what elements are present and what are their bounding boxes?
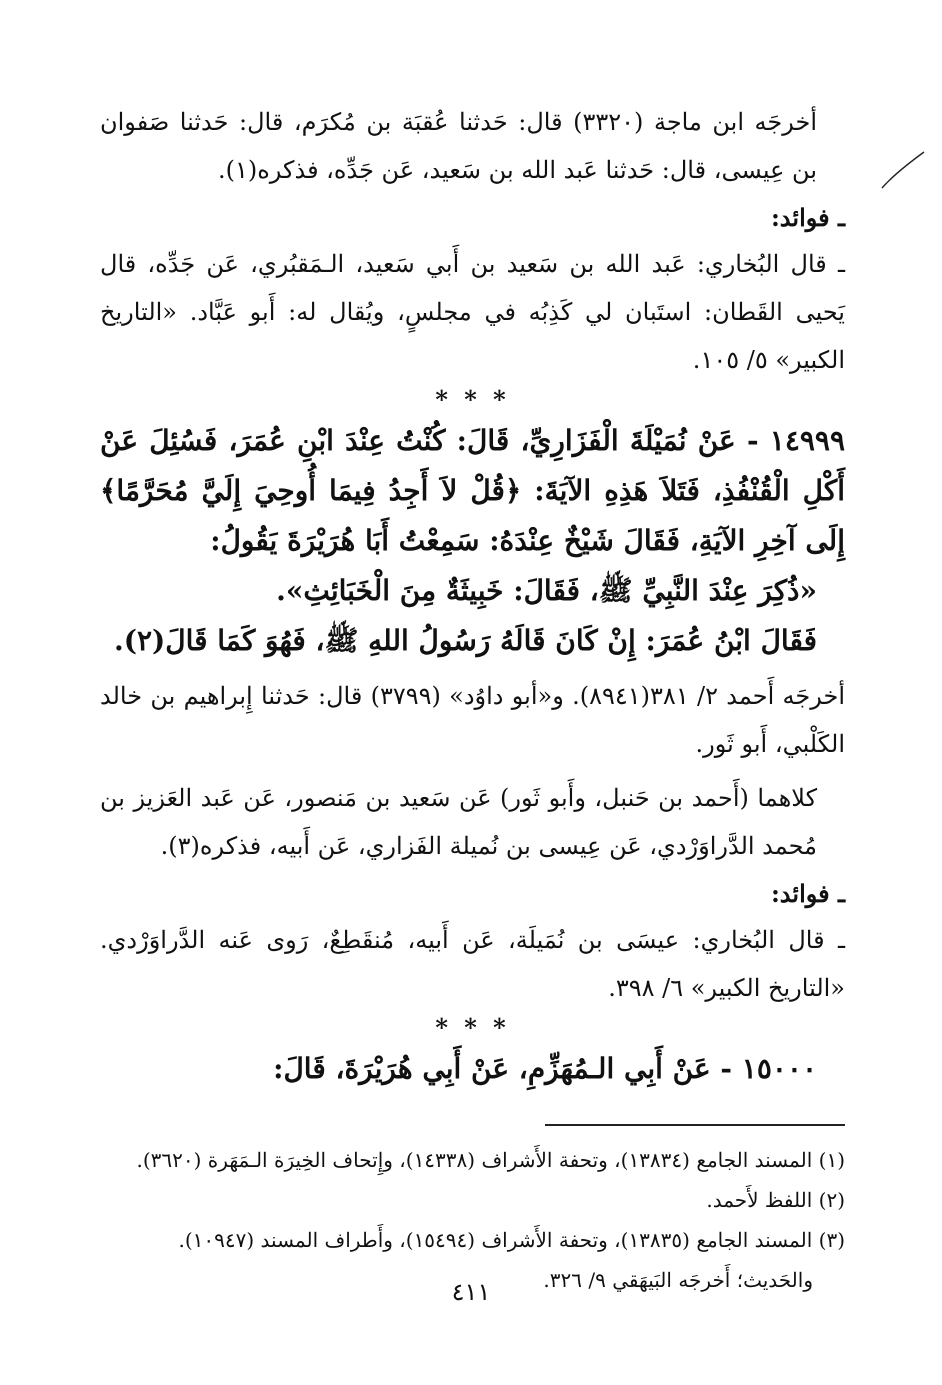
hadith-ibn-umar: فَقَالَ ابْنُ عُمَرَ: إِنْ كَانَ قَالَهُ رَسُولُ اللهِ ﷺ، فَهُوَ كَمَا قَالَ(٢). (113, 624, 817, 657)
fawaid-paragraph: ـ قال البُخاري: عَبد الله بن سَعيد بن أَبي سَعيد، الـمَقبُري، عَن جَدِّه، قال يَحيى القَطان: استَبان لي كَذِبُه في مجلسٍ، ويُقال له: أَبو عَبَّاد. «التاريخ الكبير» ٥/ ١٠٥. (100, 250, 846, 374)
fawaid-heading: ـ فوائد: (770, 203, 845, 232)
takhrij-paragraph: أخرجَه ابن ماجة (٣٣٢٠) قال: حَدثنا عُقبَة بن مُكرَم، قال: حَدثنا صَفوان بن عِيسى، قال: حَدثنا عَبد الله بن سَعيد، عَن جَدِّه، فذكره(١). (100, 108, 818, 184)
footnote: (١) المسند الجامع (١٣٨٣٤)، وتحفة الأَشراف (١٤٣٣٨)، وإِتحاف الخِيرَة الـمَهَرة (٣٦٢٠). (136, 1147, 845, 1172)
footnote: (٣) المسند الجامع (١٣٨٣٥)، وتحفة الأَشراف (١٥٤٩٤)، وأَطراف المسند (١٠٩٤٧). (178, 1227, 845, 1252)
page-number: ٤١١ (451, 1278, 491, 1306)
hadith-text: ١٥٠٠٠ - عَنْ أَبِي الـمُهَزِّمِ، عَنْ أَبِي هُرَيْرَةَ، قَالَ: (273, 1052, 817, 1085)
fawaid-paragraph: ـ قال البُخاري: عيسَى بن نُمَيلَة، عَن أَبيه، مُنقَطِعٌ، رَوى عَنه الدَّراوَرْدي. «التاريخ الكبير» ٦/ ٣٩٨. (100, 926, 845, 1002)
section-separator: * * * (435, 1013, 510, 1042)
hadith-text: ١٤٩٩٩ - عَنْ نُمَيْلَةَ الْفَزَارِيِّ، قَالَ: كُنْتُ عِنْدَ ابْنِ عُمَرَ، فَسُئِلَ عَنْ أَكْلِ الْقُنْفُذِ، فَتَلاَ هَذِهِ الآيَةَ: ﴿قُلْ لاَ أَجِدُ فِيمَا أُوحِيَ إِلَيَّ مُحَرَّمًا﴾ إِلَى آخِرِ الآيَةِ، فَقَالَ شَيْخٌ عِنْدَهُ: سَمِعْتُ أَبَا هُرَيْرَةَ يَقُولُ: (100, 424, 845, 557)
hadith-quote: «ذُكِرَ عِنْدَ النَّبِيِّ ﷺ، فَقَالَ: خَبِيثَةٌ مِنَ الْخَبَائِثِ». (276, 574, 817, 607)
footnote-divider (545, 1124, 845, 1126)
section-separator: * * * (435, 385, 510, 414)
chain-paragraph: كلاهما (أَحمد بن حَنبل، وأَبو ثَور) عَن سَعيد بن مَنصور، عَن عَبد العَزيز بن مُحمد الدَّراوَرْدي، عَن عِيسى بن نُميلة الفَزاري، عَن أَبيه، فذكره(٣). (100, 784, 817, 860)
margin-pen-mark (880, 148, 930, 198)
page-content (100, 98, 845, 1300)
footnote: (٢) اللفظ لأَحمد. (706, 1187, 845, 1212)
fawaid-heading: ـ فوائد: (770, 879, 845, 908)
takhrij-paragraph: أخرجَه أَحمد ٢/ ٣٨١(٨٩٤١). و«أبو داوُد» (٣٧٩٩) قال: حَدثنا إِبراهيم بن خالد الكَلْبي، أَبو ثَور. (100, 682, 846, 758)
footnote-continuation: والحَديث؛ أَخرجَه البَيهَقي ٩/ ٣٢٦. (543, 1267, 813, 1292)
